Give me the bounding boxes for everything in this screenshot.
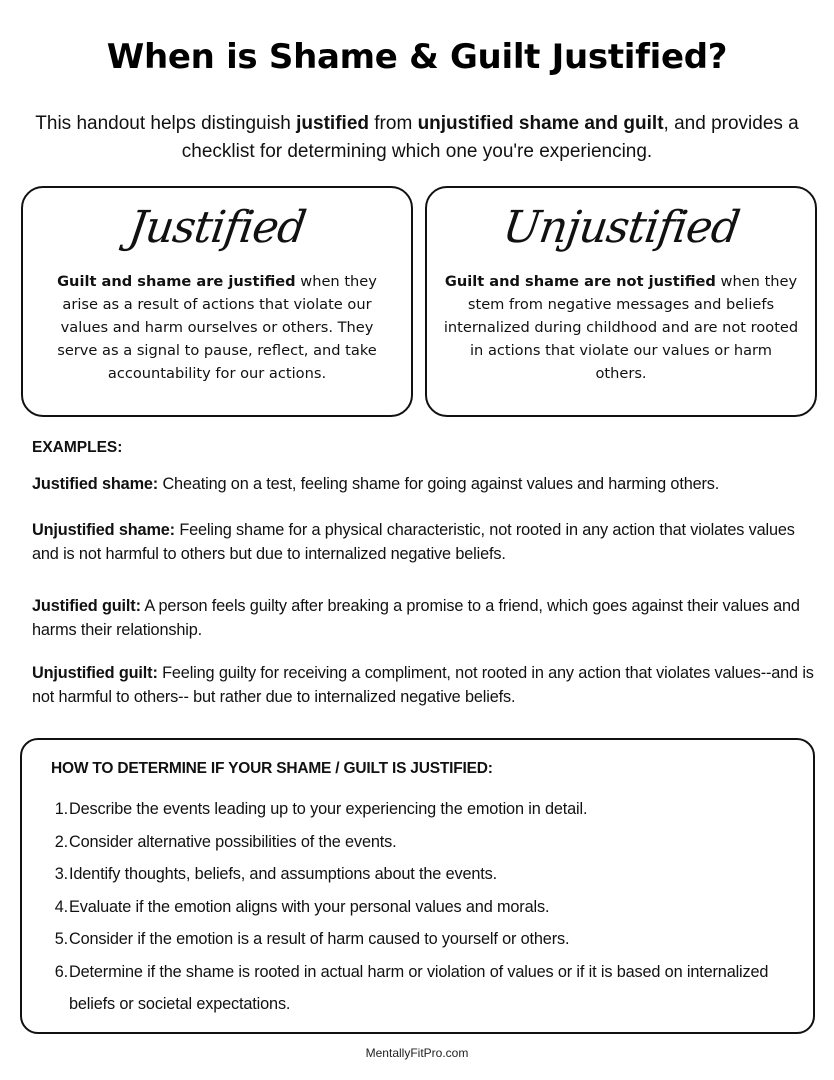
- checklist-item: [52, 793, 802, 826]
- example-label: Unjustified guilt:: [32, 664, 158, 682]
- checklist-item: [52, 956, 802, 1021]
- justified-heading: Justified: [125, 202, 309, 253]
- unjustified-bold-lead: Guilt and shame are not justified: [444, 273, 716, 290]
- step-text: Evaluate if the emotion aligns with your personal values and morals.: [69, 897, 550, 916]
- step-number: 1.: [54, 800, 68, 818]
- example-unjustified-guilt: [32, 661, 822, 709]
- intro-text-2: from: [369, 113, 418, 134]
- checklist-box: [20, 738, 815, 1034]
- example-unjustified-shame: [32, 518, 822, 566]
- step-number: 3.: [54, 865, 68, 883]
- intro-text-3: , and provides a checklist for determining which one you're experiencing.: [181, 113, 799, 162]
- examples-heading: EXAMPLES:: [32, 439, 123, 456]
- example-text: A person feels guilty after breaking a promise to a friend, which goes against their values and harms their relationship.: [32, 597, 800, 639]
- step-text: Determine if the shame is rooted in actual harm or violation of values or if it is based on internalized beliefs or societal expectations.: [69, 962, 769, 1013]
- example-text: Feeling shame for a physical characteristic, not rooted in any action that violates values and is not harmful to others but due to internalized negative beliefs.: [32, 521, 795, 563]
- checklist-item: [52, 891, 802, 924]
- unjustified-heading: Unjustified: [499, 202, 743, 253]
- checklist: [52, 793, 802, 1021]
- intro-bold-justified: justified: [296, 113, 369, 134]
- intro-text-1: This handout helps distinguish: [35, 113, 297, 134]
- step-number: 6.: [54, 962, 68, 981]
- justified-card: [21, 186, 413, 417]
- step-text: Consider alternative possibilities of the events.: [69, 832, 397, 851]
- example-text: Cheating on a test, feeling shame for going against values and harming others.: [158, 475, 720, 493]
- step-number: 2.: [54, 832, 68, 851]
- example-justified-guilt: [32, 594, 822, 642]
- step-number: 5.: [54, 930, 68, 948]
- checklist-item: [52, 858, 802, 891]
- justified-text: when they arise as a result of actions that violate our values and harm ourselves or others. They serve as a signal to pause, reflect, and take accountability for our actions.: [57, 273, 377, 382]
- unjustified-description: [443, 270, 799, 385]
- checklist-item: [52, 923, 802, 956]
- example-label: Unjustified shame:: [32, 521, 175, 539]
- step-text: Describe the events leading up to your experiencing the emotion in detail.: [69, 800, 588, 818]
- example-text: Feeling guilty for receiving a compliment, not rooted in any action that violates values--and is not harmful to others-- but rather due to internalized negative beliefs.: [32, 664, 814, 706]
- example-justified-shame: [32, 472, 822, 496]
- intro-paragraph: [30, 110, 804, 166]
- step-text: Identify thoughts, beliefs, and assumptions about the events.: [69, 865, 498, 883]
- example-label: Justified guilt:: [32, 597, 141, 615]
- step-text: Consider if the emotion is a result of harm caused to yourself or others.: [69, 930, 570, 948]
- unjustified-card: [425, 186, 817, 417]
- intro-bold-unjustified: unjustified shame and guilt: [417, 113, 664, 134]
- page-title: When is Shame & Guilt Justified?: [106, 37, 728, 77]
- justified-description: [39, 270, 395, 385]
- justified-bold-lead: Guilt and shame are justified: [57, 273, 296, 290]
- step-number: 4.: [54, 897, 68, 916]
- unjustified-text: when they stem from negative messages and beliefs internalized during childhood and are not rooted in actions that violate our values or harm others.: [443, 273, 799, 382]
- example-label: Justified shame:: [32, 475, 159, 493]
- checklist-heading: HOW TO DETERMINE IF YOUR SHAME / GUILT IS JUSTIFIED:: [51, 760, 493, 777]
- footer-website: MentallyFitPro.com: [365, 1046, 469, 1060]
- checklist-item: [52, 826, 802, 859]
